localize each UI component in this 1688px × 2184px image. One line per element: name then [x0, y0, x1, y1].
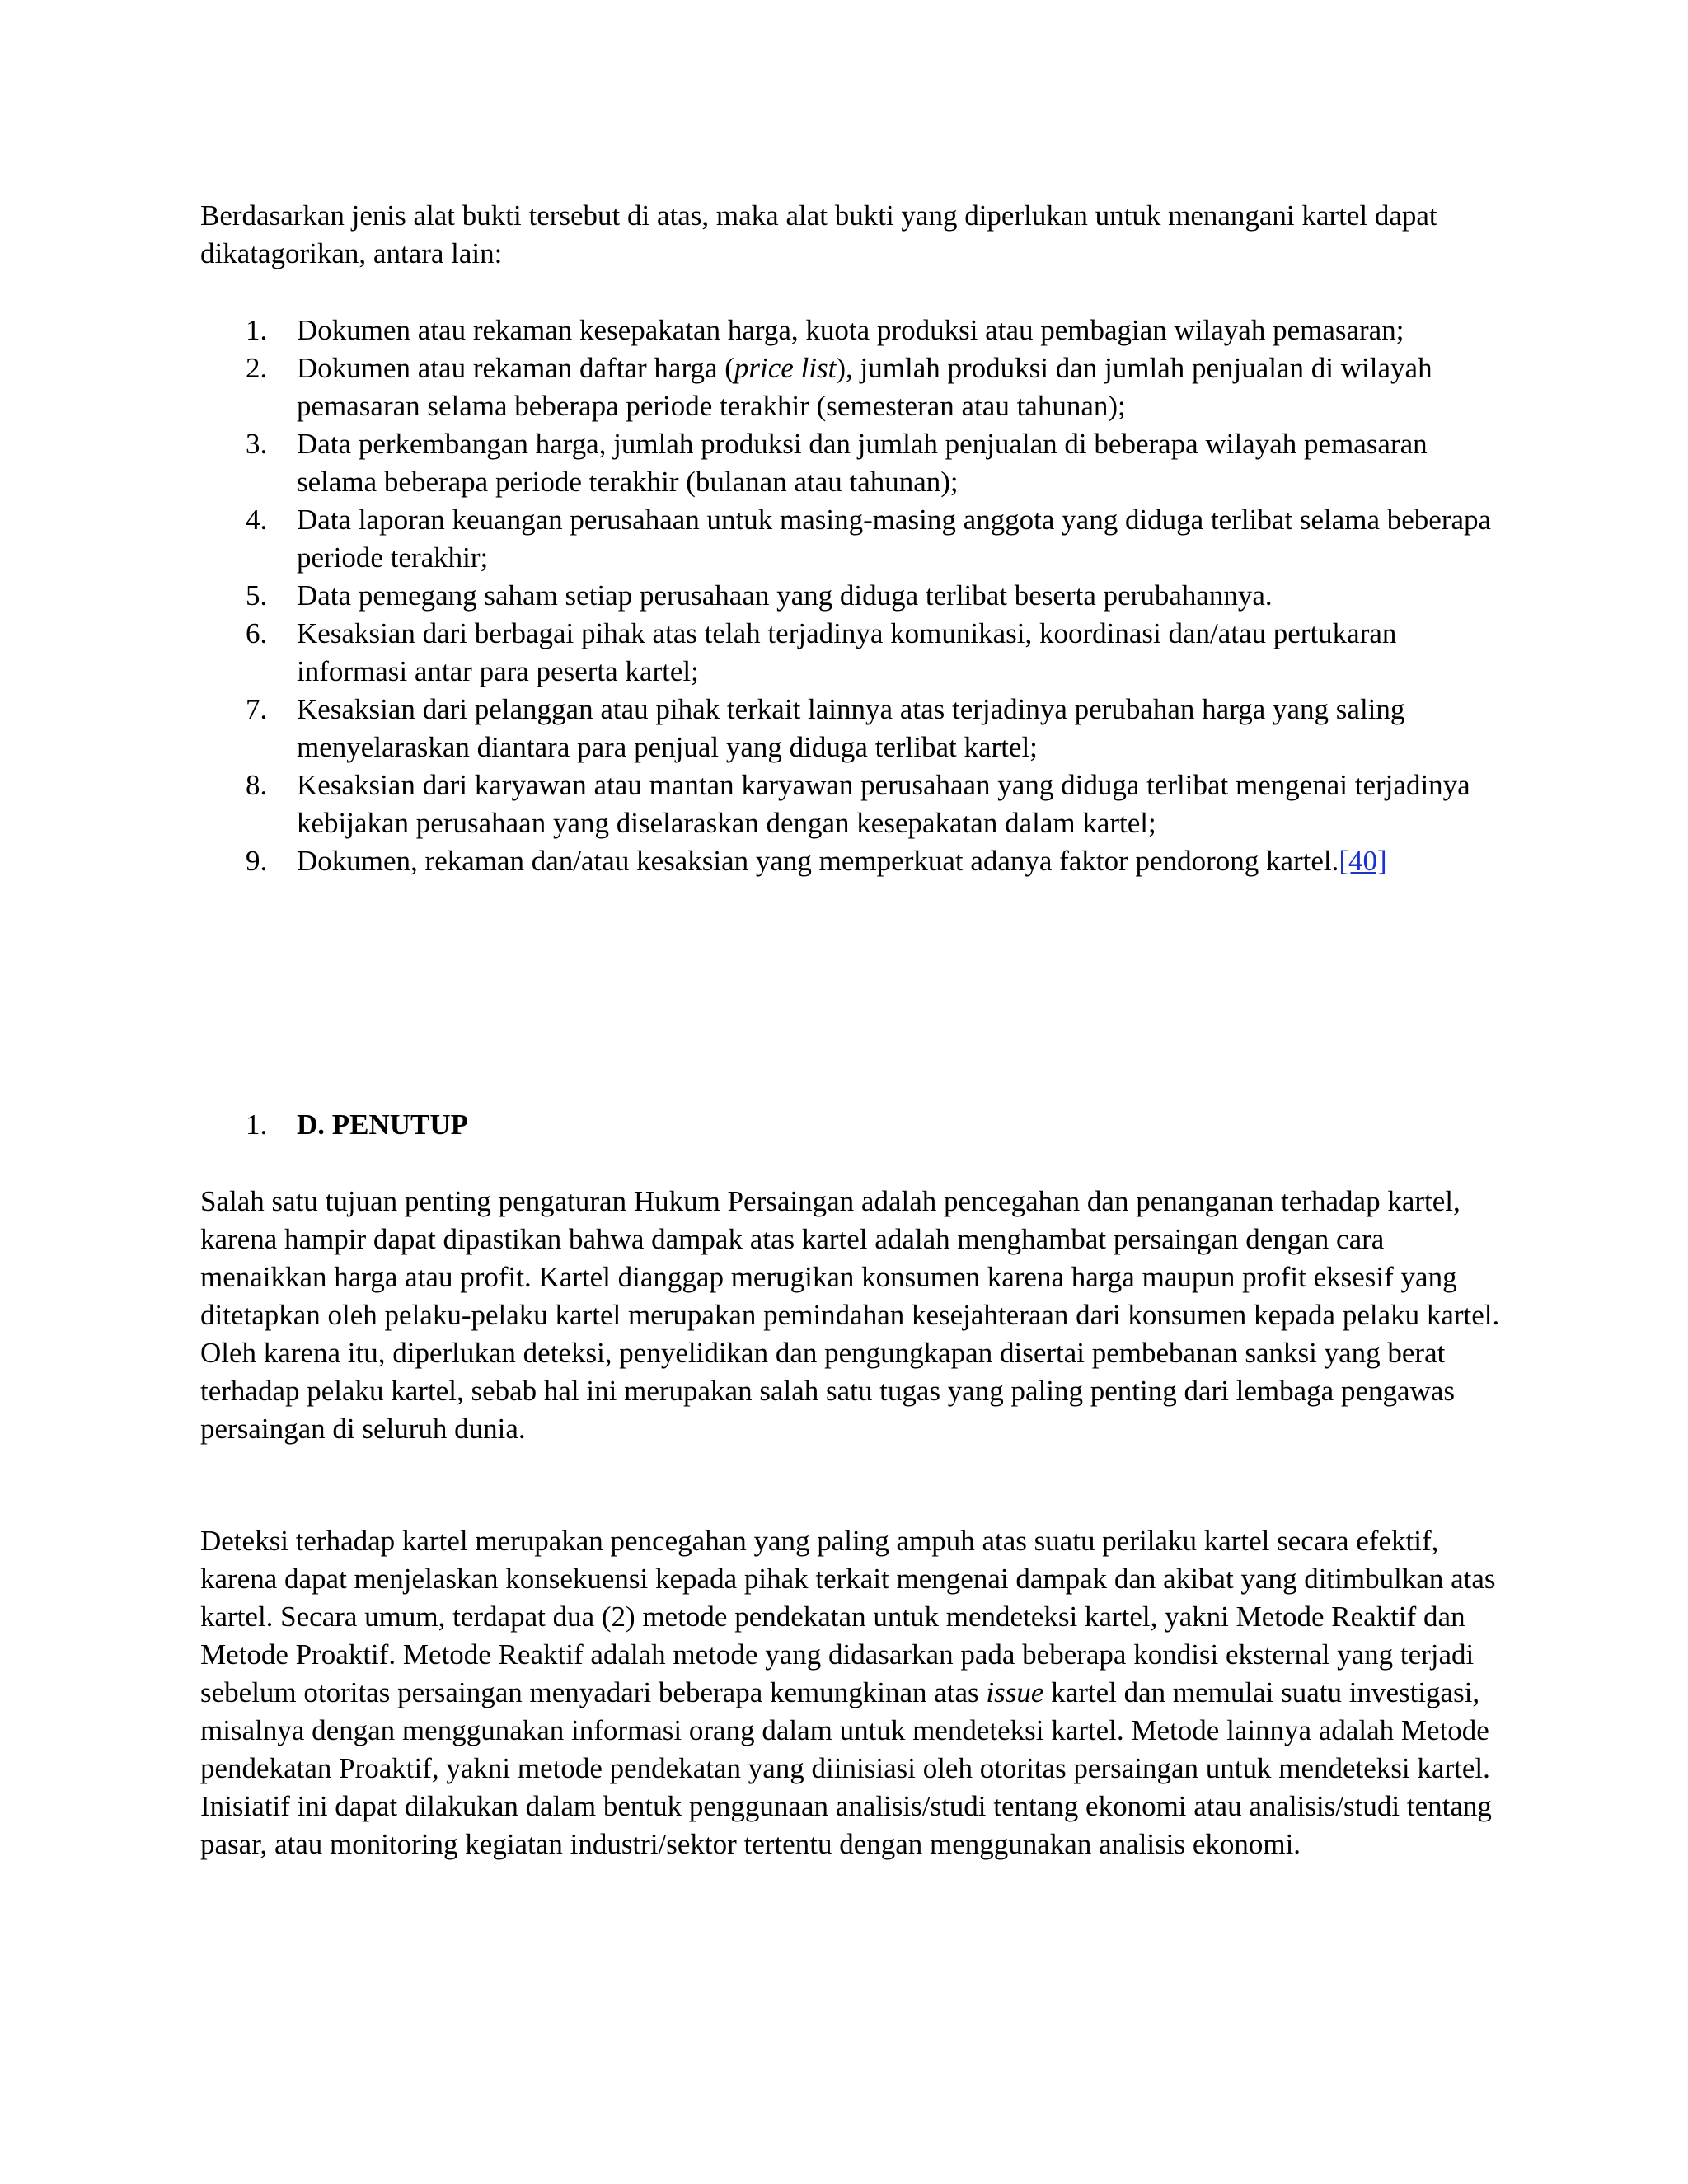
- list-item-number: 5.: [246, 579, 268, 612]
- list-item-text: Kesaksian dari berbagai pihak atas telah terjadinya komunikasi, koordinasi dan/atau pertukaran informasi antar para peserta kartel;: [297, 617, 1397, 687]
- list-item: [200, 615, 1503, 691]
- closing-paragraph-1: Salah satu tujuan penting pengaturan Hukum Persaingan adalah pencegahan dan penanganan terhadap kartel, karena hampir dapat dipastikan bahwa dampak atas kartel adalah menghambat persaingan dengan cara menaikkan harga atau profit. Kartel dianggap merugikan konsumen karena harga maupun profit eksesif yang ditetapkan oleh pelaku-pelaku kartel merupakan pemindahan kesejahteraan dari konsumen kepada pelaku kartel. Oleh karena itu, diperlukan deteksi, penyelidikan dan pengungkapan disertai pembebanan sanksi yang berat terhadap pelaku kartel, sebab hal ini merupakan salah satu tugas yang paling penting dari lembaga pengawas persaingan di seluruh dunia.: [200, 1185, 1500, 1445]
- list-item-text: Dokumen atau rekaman kesepakatan harga, kuota produksi atau pembagian wilayah pemasaran;: [297, 314, 1404, 346]
- paragraph-text-continued: kartel dan memulai suatu investigasi, misalnya dengan menggunakan informasi orang dalam untuk mendeteksi kartel. Metode lainnya adalah Metode pendekatan Proaktif, yakni metode pendekatan yang diinisiasi oleh otoritas persaingan untuk mendeteksi kartel. Inisiatif ini dapat dilakukan dalam bentuk penggunaan analisis/studi tentang ekonomi atau analisis/studi tentang pasar, atau monitoring kegiatan industri/sektor tertentu dengan menggunakan analisis ekonomi.: [200, 1676, 1492, 1860]
- list-item-text: Kesaksian dari karyawan atau mantan karyawan perusahaan yang diduga terlibat mengenai terjadinya kebijakan perusahaan yang diselaraskan dengan kesepakatan dalam kartel;: [297, 769, 1470, 839]
- list-item-text: Kesaksian dari pelanggan atau pihak terkait lainnya atas terjadinya perubahan harga yang saling menyelaraskan diantara para penjual yang diduga terlibat kartel;: [297, 693, 1405, 763]
- list-item-text: Data laporan keuangan perusahaan untuk masing-masing anggota yang diduga terlibat selama beberapa periode terakhir;: [297, 504, 1492, 574]
- list-item: [200, 349, 1503, 425]
- list-item-number: 9.: [246, 845, 268, 877]
- list-item-number: 1.: [246, 314, 268, 346]
- list-item: [200, 501, 1503, 577]
- list-item-text: Data pemegang saham setiap perusahaan yang diduga terlibat beserta perubahannya.: [297, 579, 1273, 612]
- list-item-number: 3.: [246, 428, 268, 460]
- intro-paragraph: Berdasarkan jenis alat bukti tersebut di atas, maka alat bukti yang diperlukan untuk menangani kartel dapat dikatagorikan, antara lain:: [200, 199, 1437, 269]
- list-item: [200, 842, 1503, 880]
- list-item: [200, 312, 1503, 349]
- list-item-italic-term: price list: [734, 352, 837, 384]
- section-title: D. PENUTUP: [297, 1108, 469, 1141]
- list-item-number: 6.: [246, 617, 268, 649]
- section-number: 1.: [246, 1108, 268, 1141]
- list-item-number: 2.: [246, 352, 268, 384]
- paragraph-text: Deteksi terhadap kartel merupakan pencegahan yang paling ampuh atas suatu perilaku kartel secara efektif, karena dapat menjelaskan konsekuensi kepada pihak terkait mengenai dampak dan akibat yang ditimbulkan atas kartel. Secara umum, terdapat dua (2) metode pendekatan untuk mendeteksi kartel, yakni Metode Reaktif dan Metode Proaktif. Metode Reaktif adalah metode yang didasarkan pada beberapa kondisi eksternal yang terjadi sebelum otoritas persaingan menyadari beberapa kemungkinan atas: [200, 1525, 1496, 1708]
- list-item: [200, 425, 1503, 501]
- list-item-text: Dokumen, rekaman dan/atau kesaksian yang memperkuat adanya faktor pendorong kartel.: [297, 845, 1339, 877]
- list-item-number: 8.: [246, 769, 268, 801]
- list-item: [200, 577, 1503, 615]
- footnote-reference-link[interactable]: [40]: [1339, 845, 1387, 877]
- list-item: [200, 691, 1503, 766]
- list-item-text-continued: ), jumlah produksi dan jumlah penjualan di wilayah pemasaran selama beberapa periode terakhir (semesteran atau tahunan);: [297, 352, 1432, 422]
- list-item-text: Data perkembangan harga, jumlah produksi dan jumlah penjualan di beberapa wilayah pemasaran selama beberapa periode terakhir (bulanan atau tahunan);: [297, 428, 1428, 498]
- evidence-list: [200, 312, 1503, 880]
- list-item: [200, 766, 1503, 842]
- closing-paragraph-2: [200, 1522, 1503, 1863]
- list-item-number: 4.: [246, 504, 268, 536]
- list-item-number: 7.: [246, 693, 268, 725]
- list-item-text: Dokumen atau rekaman daftar harga (: [297, 352, 734, 384]
- paragraph-italic-term: issue: [986, 1676, 1044, 1708]
